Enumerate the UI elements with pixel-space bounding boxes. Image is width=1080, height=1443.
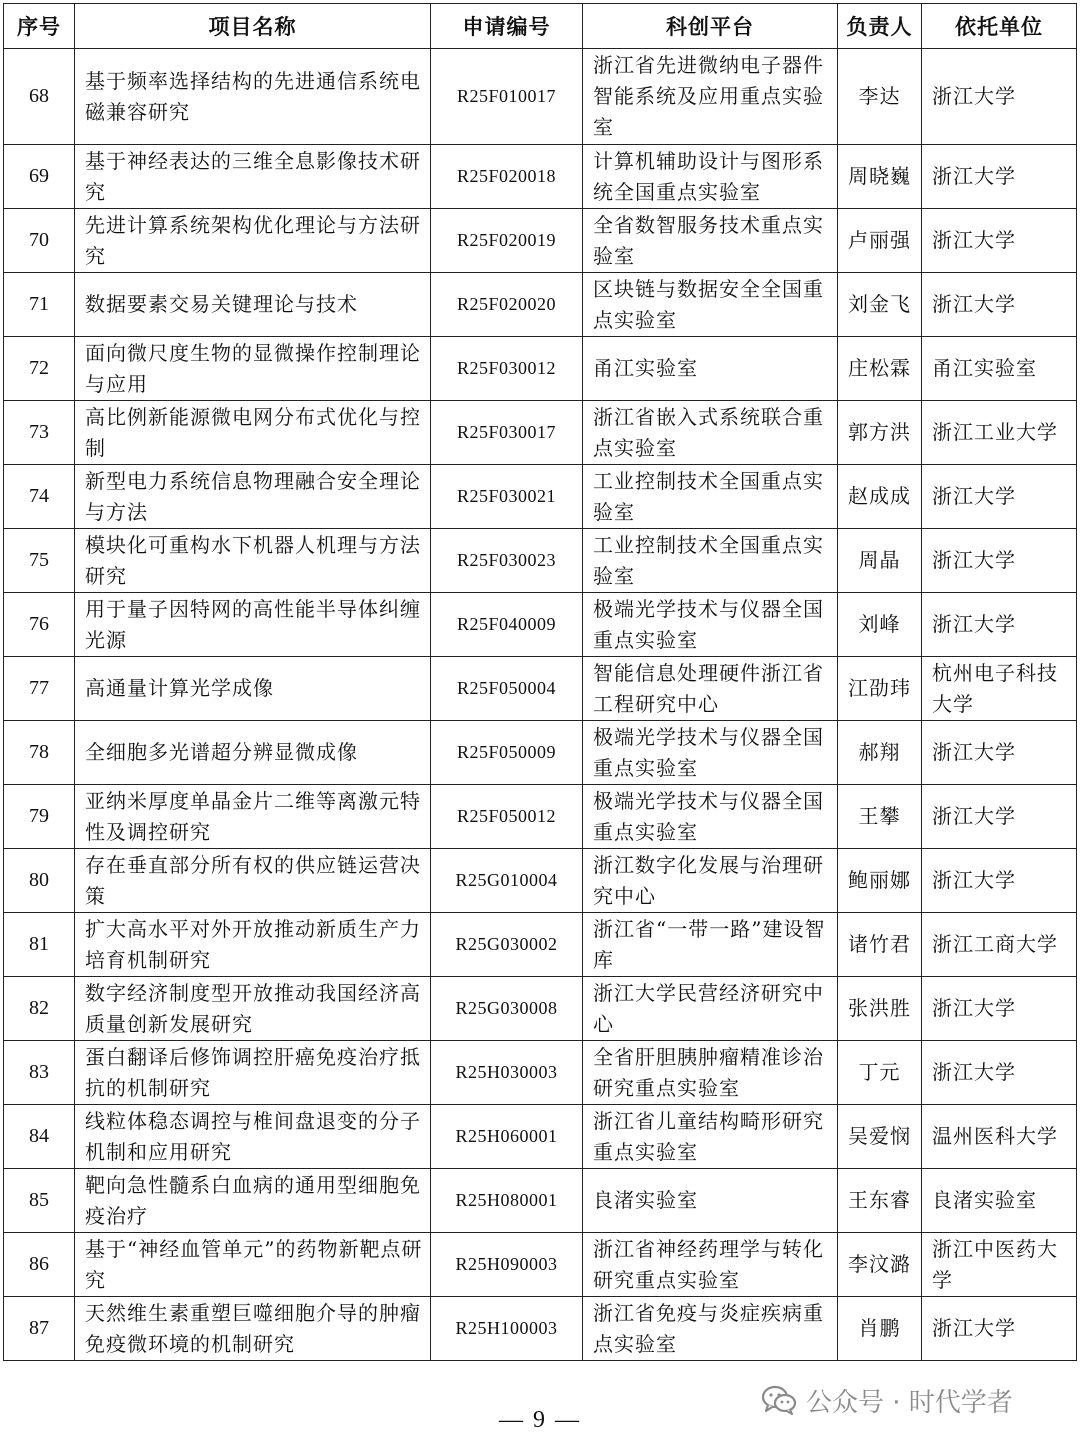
row-project-name: 全细胞多光谱超分辨显微成像 bbox=[75, 721, 431, 785]
row-project-name: 基于神经表达的三维全息影像技术研究 bbox=[75, 145, 431, 209]
row-leader: 刘金飞 bbox=[838, 273, 922, 337]
table-row bbox=[4, 1233, 1077, 1297]
row-leader: 郭方洪 bbox=[838, 401, 922, 465]
row-unit: 杭州电子科技大学 bbox=[922, 657, 1077, 721]
table-row bbox=[4, 1297, 1077, 1361]
row-project-name: 新型电力系统信息物理融合安全理论与方法 bbox=[75, 465, 431, 529]
row-platform: 浙江省嵌入式系统联合重点实验室 bbox=[583, 401, 838, 465]
page-number: — 9 — bbox=[499, 1407, 581, 1433]
row-application-code: R25F050012 bbox=[431, 785, 583, 849]
row-project-name: 面向微尺度生物的显微操作控制理论与应用 bbox=[75, 337, 431, 401]
row-unit: 浙江大学 bbox=[922, 977, 1077, 1041]
row-unit: 浙江大学 bbox=[922, 593, 1077, 657]
table-row bbox=[4, 1169, 1077, 1233]
row-platform: 智能信息处理硬件浙江省工程研究中心 bbox=[583, 657, 838, 721]
row-leader: 郝翔 bbox=[838, 721, 922, 785]
table-row bbox=[4, 593, 1077, 657]
row-leader: 丁元 bbox=[838, 1041, 922, 1105]
row-unit: 浙江大学 bbox=[922, 49, 1077, 145]
row-platform: 区块链与数据安全全国重点实验室 bbox=[583, 273, 838, 337]
row-unit: 浙江大学 bbox=[922, 529, 1077, 593]
row-unit: 浙江大学 bbox=[922, 849, 1077, 913]
row-platform: 甬江实验室 bbox=[583, 337, 838, 401]
row-leader: 张洪胜 bbox=[838, 977, 922, 1041]
table-row bbox=[4, 529, 1077, 593]
row-project-name: 数据要素交易关键理论与技术 bbox=[75, 273, 431, 337]
row-project-name: 数字经济制度型开放推动我国经济高质量创新发展研究 bbox=[75, 977, 431, 1041]
row-project-name: 先进计算系统架构优化理论与方法研究 bbox=[75, 209, 431, 273]
row-platform: 计算机辅助设计与图形系统全国重点实验室 bbox=[583, 145, 838, 209]
header-platform: 科创平台 bbox=[583, 4, 838, 49]
table-row bbox=[4, 209, 1077, 273]
row-application-code: R25F030021 bbox=[431, 465, 583, 529]
table-row bbox=[4, 913, 1077, 977]
row-application-code: R25H100003 bbox=[431, 1297, 583, 1361]
row-unit: 浙江大学 bbox=[922, 465, 1077, 529]
row-leader: 刘峰 bbox=[838, 593, 922, 657]
row-platform: 工业控制技术全国重点实验室 bbox=[583, 529, 838, 593]
row-unit: 浙江大学 bbox=[922, 721, 1077, 785]
row-project-name: 天然维生素重塑巨噬细胞介导的肿瘤免疫微环境的机制研究 bbox=[75, 1297, 431, 1361]
row-project-name: 靶向急性髓系白血病的通用型细胞免疫治疗 bbox=[75, 1169, 431, 1233]
row-application-code: R25H080001 bbox=[431, 1169, 583, 1233]
row-leader: 周晶 bbox=[838, 529, 922, 593]
row-seq: 71 bbox=[4, 273, 75, 337]
row-leader: 诸竹君 bbox=[838, 913, 922, 977]
row-platform: 浙江省儿童结构畸形研究重点实验室 bbox=[583, 1105, 838, 1169]
row-unit: 温州医科大学 bbox=[922, 1105, 1077, 1169]
row-application-code: R25F040009 bbox=[431, 593, 583, 657]
row-project-name: 高通量计算光学成像 bbox=[75, 657, 431, 721]
row-application-code: R25H060001 bbox=[431, 1105, 583, 1169]
header-unit: 依托单位 bbox=[922, 4, 1077, 49]
row-platform: 浙江省“一带一路”建设智库 bbox=[583, 913, 838, 977]
row-unit: 浙江大学 bbox=[922, 209, 1077, 273]
row-application-code: R25F020019 bbox=[431, 209, 583, 273]
row-seq: 69 bbox=[4, 145, 75, 209]
row-seq: 68 bbox=[4, 49, 75, 145]
table-row bbox=[4, 337, 1077, 401]
table-row bbox=[4, 273, 1077, 337]
row-application-code: R25F050004 bbox=[431, 657, 583, 721]
row-application-code: R25F030012 bbox=[431, 337, 583, 401]
row-seq: 81 bbox=[4, 913, 75, 977]
table-row bbox=[4, 721, 1077, 785]
row-seq: 73 bbox=[4, 401, 75, 465]
row-platform: 极端光学技术与仪器全国重点实验室 bbox=[583, 785, 838, 849]
row-leader: 王攀 bbox=[838, 785, 922, 849]
row-leader: 赵成成 bbox=[838, 465, 922, 529]
table-row bbox=[4, 49, 1077, 145]
row-unit: 浙江大学 bbox=[922, 785, 1077, 849]
table-header-row bbox=[4, 4, 1077, 49]
row-application-code: R25F030023 bbox=[431, 529, 583, 593]
row-unit: 浙江大学 bbox=[922, 1297, 1077, 1361]
row-application-code: R25F010017 bbox=[431, 49, 583, 145]
row-seq: 74 bbox=[4, 465, 75, 529]
row-seq: 82 bbox=[4, 977, 75, 1041]
row-seq: 70 bbox=[4, 209, 75, 273]
row-unit: 甬江实验室 bbox=[922, 337, 1077, 401]
row-application-code: R25F020018 bbox=[431, 145, 583, 209]
row-seq: 72 bbox=[4, 337, 75, 401]
table-row bbox=[4, 657, 1077, 721]
row-platform: 浙江大学民营经济研究中心 bbox=[583, 977, 838, 1041]
row-platform: 浙江省神经药理学与转化研究重点实验室 bbox=[583, 1233, 838, 1297]
row-application-code: R25H090003 bbox=[431, 1233, 583, 1297]
table-row bbox=[4, 1041, 1077, 1105]
row-platform: 极端光学技术与仪器全国重点实验室 bbox=[583, 721, 838, 785]
row-seq: 85 bbox=[4, 1169, 75, 1233]
row-leader: 李汶潞 bbox=[838, 1233, 922, 1297]
table-row bbox=[4, 145, 1077, 209]
row-leader: 江劭玮 bbox=[838, 657, 922, 721]
watermark-text: 公众号 · 时代学者 bbox=[806, 1387, 1013, 1418]
row-platform: 工业控制技术全国重点实验室 bbox=[583, 465, 838, 529]
row-leader: 肖鹏 bbox=[838, 1297, 922, 1361]
row-seq: 80 bbox=[4, 849, 75, 913]
row-application-code: R25F050009 bbox=[431, 721, 583, 785]
row-application-code: R25H030003 bbox=[431, 1041, 583, 1105]
row-platform: 全省数智服务技术重点实验室 bbox=[583, 209, 838, 273]
row-platform: 浙江省先进微纳电子器件智能系统及应用重点实验室 bbox=[583, 49, 838, 145]
row-unit: 浙江大学 bbox=[922, 145, 1077, 209]
row-application-code: R25G030008 bbox=[431, 977, 583, 1041]
row-seq: 77 bbox=[4, 657, 75, 721]
table-row bbox=[4, 785, 1077, 849]
row-project-name: 蛋白翻译后修饰调控肝癌免疫治疗抵抗的机制研究 bbox=[75, 1041, 431, 1105]
project-table bbox=[3, 3, 1077, 1361]
table-row bbox=[4, 849, 1077, 913]
row-project-name: 基于“神经血管单元”的药物新靶点研究 bbox=[75, 1233, 431, 1297]
row-unit: 浙江中医药大学 bbox=[922, 1233, 1077, 1297]
header-seq: 序号 bbox=[4, 4, 75, 49]
table-row bbox=[4, 977, 1077, 1041]
row-leader: 李达 bbox=[838, 49, 922, 145]
table-row bbox=[4, 465, 1077, 529]
row-unit: 浙江大学 bbox=[922, 1041, 1077, 1105]
header-project-name: 项目名称 bbox=[75, 4, 431, 49]
row-project-name: 模块化可重构水下机器人机理与方法研究 bbox=[75, 529, 431, 593]
row-unit: 良渚实验室 bbox=[922, 1169, 1077, 1233]
row-application-code: R25G010004 bbox=[431, 849, 583, 913]
row-platform: 浙江数字化发展与治理研究中心 bbox=[583, 849, 838, 913]
row-project-name: 基于频率选择结构的先进通信系统电磁兼容研究 bbox=[75, 49, 431, 145]
row-platform: 全省肝胆胰肿瘤精准诊治研究重点实验室 bbox=[583, 1041, 838, 1105]
row-seq: 86 bbox=[4, 1233, 75, 1297]
table-row bbox=[4, 401, 1077, 465]
row-project-name: 存在垂直部分所有权的供应链运营决策 bbox=[75, 849, 431, 913]
row-project-name: 线粒体稳态调控与椎间盘退变的分子机制和应用研究 bbox=[75, 1105, 431, 1169]
row-seq: 75 bbox=[4, 529, 75, 593]
row-unit: 浙江大学 bbox=[922, 273, 1077, 337]
row-platform: 浙江省免疫与炎症疾病重点实验室 bbox=[583, 1297, 838, 1361]
row-seq: 83 bbox=[4, 1041, 75, 1105]
row-leader: 鲍丽娜 bbox=[838, 849, 922, 913]
row-platform: 良渚实验室 bbox=[583, 1169, 838, 1233]
row-unit: 浙江工业大学 bbox=[922, 401, 1077, 465]
header-application-code: 申请编号 bbox=[431, 4, 583, 49]
row-application-code: R25F020020 bbox=[431, 273, 583, 337]
row-application-code: R25G030002 bbox=[431, 913, 583, 977]
row-platform: 极端光学技术与仪器全国重点实验室 bbox=[583, 593, 838, 657]
row-unit: 浙江工商大学 bbox=[922, 913, 1077, 977]
row-project-name: 高比例新能源微电网分布式优化与控制 bbox=[75, 401, 431, 465]
row-seq: 87 bbox=[4, 1297, 75, 1361]
row-project-name: 扩大高水平对外开放推动新质生产力培育机制研究 bbox=[75, 913, 431, 977]
row-leader: 庄松霖 bbox=[838, 337, 922, 401]
row-seq: 78 bbox=[4, 721, 75, 785]
row-leader: 吴爱悯 bbox=[838, 1105, 922, 1169]
row-project-name: 亚纳米厚度单晶金片二维等离激元特性及调控研究 bbox=[75, 785, 431, 849]
row-project-name: 用于量子因特网的高性能半导体纠缠光源 bbox=[75, 593, 431, 657]
row-seq: 79 bbox=[4, 785, 75, 849]
row-seq: 84 bbox=[4, 1105, 75, 1169]
row-application-code: R25F030017 bbox=[431, 401, 583, 465]
row-seq: 76 bbox=[4, 593, 75, 657]
row-leader: 王东睿 bbox=[838, 1169, 922, 1233]
header-leader: 负责人 bbox=[838, 4, 922, 49]
row-leader: 周晓巍 bbox=[838, 145, 922, 209]
table-row bbox=[4, 1105, 1077, 1169]
row-leader: 卢丽强 bbox=[838, 209, 922, 273]
